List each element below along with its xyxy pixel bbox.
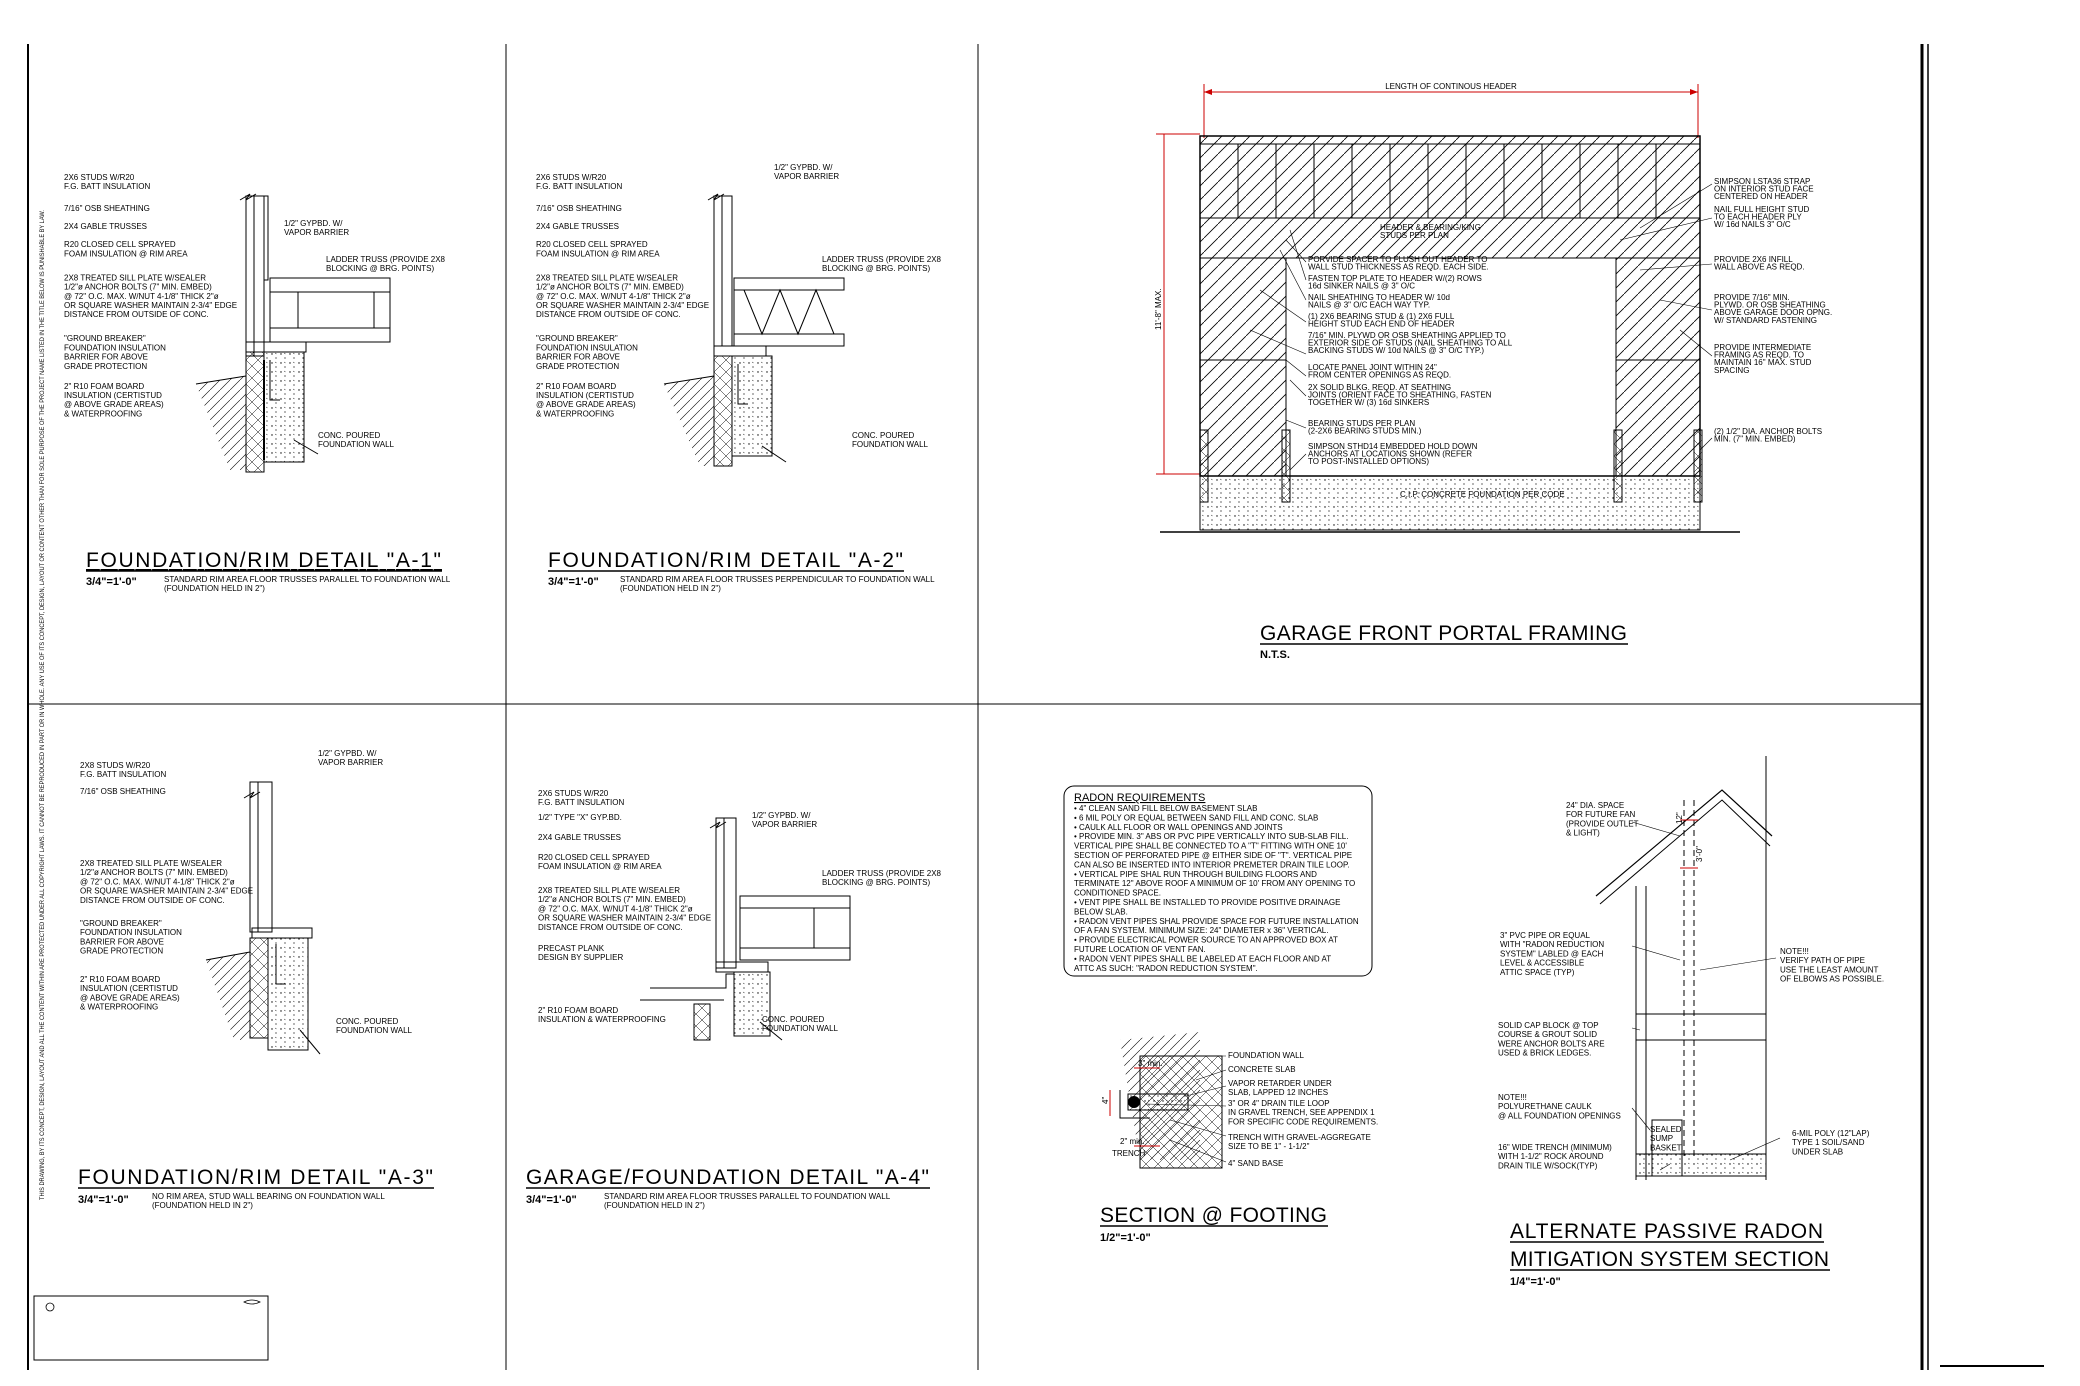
radon-requirement-line: FUTURE LOCATION OF VENT FAN.	[1074, 945, 1206, 954]
note-line: TOGETHER W/ (3) 16d SINKERS	[1308, 398, 1430, 408]
note-line: 2X8 TREATED SILL PLATE W/SEALER	[538, 886, 680, 895]
detail-a3-desc-2: (FOUNDATION HELD IN 2")	[152, 1201, 253, 1210]
note-line: PORVIDE SPACER TO FLUSH OUT HEADER TO	[1308, 255, 1488, 264]
note-line: 1/2"ø ANCHOR BOLTS (7" MIN. EMBED)	[538, 895, 686, 905]
footing-dim-3: 2" min.	[1120, 1137, 1145, 1146]
note-line: MAINTAIN 16" MAX. STUD	[1714, 358, 1812, 368]
note-line: OF ELBOWS AS POSSIBLE.	[1780, 974, 1885, 984]
note-line: OR SQUARE WASHER MAINTAIN 2-3/4" EDGE	[80, 886, 254, 896]
portal-title: GARAGE FRONT PORTAL FRAMING	[1260, 622, 1628, 645]
copyright-side-note: THIS DRAWING, BY ITS CONCEPT, DESIGN, LAYOUT AND ALL THE CONTENT WITHIN ARE PROTECTED UNDER ALL COPYRIGHT LAWS. IT CANNOT BE REPRODUCED IN PART OR IN WHOLE. ANY USE OF ITS CONCEPT, DESIGN, LAYOUT OR CONTENT OTHER THAN FOR SOLE PURPOSE OF THE PROJECT NAME LISTED IN THE TITLE BELOW IS PUNISHABLE BY LAW.	[39, 133, 46, 1200]
note-line: W/ 16d NAILS 3" O/C	[1714, 220, 1791, 230]
note-line: BLOCKING @ BRG. POINTS)	[822, 878, 931, 888]
note-line: EXTERIOR SIDE OF STUDS (NAIL SHEATHING TO ALL	[1308, 338, 1513, 348]
note-line: CONC. POURED	[762, 1015, 825, 1024]
note-line: 6-MIL POLY (12"LAP)	[1792, 1129, 1870, 1138]
note-line: 1/2" GYPBD. W/	[318, 749, 377, 758]
note-line: 3" OR 4" DRAIN TILE LOOP	[1228, 1099, 1330, 1108]
note-line: DISTANCE FROM OUTSIDE OF CONC.	[538, 922, 683, 932]
note-line: @ 72" O.C. MAX. W/NUT 4-1/8" THICK 2"ø	[64, 291, 219, 301]
note-line: BLOCKING @ BRG. POINTS)	[326, 264, 435, 274]
note-line: 1/2"ø ANCHOR BOLTS (7" MIN. EMBED)	[536, 282, 684, 292]
portal-header-label-1: HEADER & BEARING/KING	[1380, 223, 1481, 232]
note-line: PROVIDE 7/16" MIN.	[1714, 293, 1790, 302]
note-line: USE THE LEAST AMOUNT	[1780, 965, 1879, 975]
note-line: GRADE PROTECTION	[536, 361, 620, 371]
radon-requirements-lines	[1074, 804, 1359, 973]
note-line: & LIGHT)	[1566, 828, 1600, 838]
note-line: ON INTERIOR STUD FACE	[1714, 184, 1814, 194]
note-line: F.G. BATT INSULATION	[80, 770, 167, 780]
note-line: CONCRETE SLAB	[1228, 1065, 1296, 1074]
note-line: GRADE PROTECTION	[64, 361, 148, 371]
note-line: WITH "RADON REDUCTION	[1500, 940, 1605, 950]
portal-dim-top: LENGTH OF CONTINOUS HEADER	[1385, 82, 1517, 91]
note-line: CENTERED ON HEADER	[1714, 192, 1808, 202]
detail-a3-title: FOUNDATION/RIM DETAIL "A-3"	[78, 1166, 434, 1189]
note-line: 3" PVC PIPE OR EQUAL	[1500, 931, 1590, 940]
note-line: 2" R10 FOAM BOARD	[64, 381, 145, 391]
note-line: & WATERPROOFING	[64, 409, 143, 419]
radon-requirement-line: ATTC AS SUCH: "RADON REDUCTION SYSTEM".	[1074, 963, 1258, 973]
note-line: INSULATION (CERTISTUD	[64, 391, 162, 400]
note-line: COURSE & GROUT SOLID	[1498, 1030, 1597, 1040]
radon-title-1: ALTERNATE PASSIVE RADON	[1510, 1220, 1824, 1243]
note-line: DISTANCE FROM OUTSIDE OF CONC.	[536, 310, 681, 320]
note-line: DISTANCE FROM OUTSIDE OF CONC.	[64, 310, 209, 320]
note-line: HEIGHT STUD EACH END OF HEADER	[1308, 319, 1455, 329]
portal-dim-side: 11'-8" MAX.	[1154, 288, 1163, 330]
note-line: F.G. BATT INSULATION	[536, 182, 623, 192]
note-line: 7/16" OSB SHEATHING	[64, 204, 150, 214]
note-line: 24" DIA. SPACE	[1566, 801, 1625, 810]
note-line: F.G. BATT INSULATION	[538, 798, 625, 808]
note-line: 1/2" GYPBD. W/	[284, 219, 343, 228]
note-line: LADDER TRUSS (PROVIDE 2X8	[822, 255, 941, 264]
note-line: UNDER SLAB	[1792, 1147, 1844, 1157]
note-line: SYSTEM" LABLED @ EACH	[1500, 949, 1604, 959]
note-line: 1/2"ø ANCHOR BOLTS (7" MIN. EMBED)	[80, 868, 228, 878]
note-line: F.G. BATT INSULATION	[64, 182, 151, 192]
note-line: FOUNDATION INSULATION	[536, 343, 638, 353]
note-line: TO EACH HEADER PLY	[1714, 212, 1802, 222]
footing-scale: 1/2"=1'-0"	[1100, 1232, 1151, 1244]
note-line: 7/16" MIN. PLYWD OR OSB SHEATHING APPLIED TO	[1308, 331, 1506, 340]
note-line: INSULATION & WATERPROOFING	[538, 1015, 666, 1025]
detail-a2-right-notes	[774, 163, 942, 449]
radon-requirement-line: CONDITIONED SPACE.	[1074, 888, 1161, 898]
detail-a2-desc-2: (FOUNDATION HELD IN 2")	[620, 584, 721, 593]
detail-a2	[536, 163, 942, 593]
note-line: (1) 2X6 BEARING STUD & (1) 2X6 FULL	[1308, 312, 1455, 321]
radon-notes-right	[1780, 947, 1884, 1156]
detail-a4	[526, 789, 942, 1210]
note-line: & WATERPROOFING	[80, 1002, 159, 1012]
note-line: 2X4 GABLE TRUSSES	[64, 222, 147, 232]
radon-notes-left	[1498, 801, 1639, 1170]
note-line: FROM CENTER OPENINGS AS REQD.	[1308, 370, 1452, 380]
portal-right-notes	[1714, 177, 1832, 444]
note-line: FOUNDATION WALL	[336, 1026, 413, 1036]
detail-a1-desc-2: (FOUNDATION HELD IN 2")	[164, 584, 265, 593]
radon-mitigation-section	[1498, 756, 1884, 1288]
note-line: VAPOR BARRIER	[774, 172, 840, 182]
note-line: 1/2" GYPBD. W/	[774, 163, 833, 172]
radon-requirement-line: TERMINATE 12" ABOVE ROOF A MINIMUM OF 10' FROM ANY OPENING TO	[1074, 879, 1356, 889]
radon-dim-1: 12"	[1675, 812, 1684, 824]
detail-a4-title: GARAGE/FOUNDATION DETAIL "A-4"	[526, 1166, 930, 1189]
note-line: (2) 1/2" DIA. ANCHOR BOLTS	[1714, 427, 1823, 436]
note-line: WITH 1-1/2" ROCK AROUND	[1498, 1152, 1604, 1162]
radon-requirements-box	[1064, 786, 1372, 976]
note-line: @ ABOVE GRADE AREAS)	[64, 400, 164, 410]
radon-requirement-line: CAN ALSO BE INSERTED INTO INTERIOR PREMETER DRAIN TILE LOOP.	[1074, 860, 1350, 870]
note-line: 2X6 STUDS W/R20	[64, 173, 135, 182]
detail-a1-title: FOUNDATION/RIM DETAIL "A-1"	[86, 549, 442, 572]
radon-requirement-line: • VERTICAL PIPE SHAL RUN THROUGH BUILDING FLOORS AND	[1074, 869, 1317, 879]
note-line: FOAM INSULATION @ RIM AREA	[64, 249, 188, 259]
note-line: 2X8 STUDS W/R20	[80, 761, 151, 770]
note-line: "GROUND BREAKER"	[64, 334, 146, 344]
note-line: JOINTS (ORIENT FACE TO SHEATHING, FASTEN	[1308, 390, 1492, 400]
radon-requirement-line: VERTICAL PIPE SHALL BE CONNECTED TO A "T" FITTING WITH ONE 10'	[1074, 841, 1347, 851]
detail-a3-drawing	[206, 782, 320, 1054]
note-line: 1/2" TYPE "X" GYP.BD.	[538, 813, 622, 822]
detail-a2-scale: 3/4"=1'-0"	[548, 576, 599, 588]
note-line: FOUNDATION INSULATION	[64, 343, 166, 353]
detail-a3	[78, 749, 434, 1210]
note-line: ABOVE GARAGE DOOR OPNG.	[1714, 308, 1833, 318]
radon-requirement-line: • RADON VENT PIPES SHALL BE LABELED AT EACH FLOOR AND AT	[1074, 954, 1332, 964]
note-line: SPACING	[1714, 365, 1750, 375]
note-line: @ 72" O.C. MAX. W/NUT 4-1/8" THICK 2"ø	[538, 904, 693, 914]
footing-trench-label: TRENCH	[1112, 1149, 1146, 1158]
fish-icon	[244, 1300, 260, 1304]
detail-a4-notes	[538, 789, 711, 1024]
note-line: ATTIC SPACE (TYP)	[1500, 967, 1575, 977]
note-line: WALL STUD THICKNESS AS REQD. EACH SIDE.	[1308, 262, 1489, 272]
note-line: 2X4 GABLE TRUSSES	[536, 222, 619, 232]
note-line: BARRIER FOR ABOVE	[80, 937, 165, 947]
garage-portal-framing	[1154, 82, 1832, 661]
note-line: NAILS @ 3" O/C EACH WAY TYP.	[1308, 300, 1431, 310]
note-line: @ ABOVE GRADE AREAS)	[536, 400, 636, 410]
note-line: LOCATE PANEL JOINT WITHIN 24"	[1308, 363, 1437, 372]
note-line: W/ STANDARD FASTENING	[1714, 315, 1817, 325]
portal-foundation-label: C.I.P. CONCRETE FOUNDATION PER CODE	[1400, 490, 1565, 499]
note-line: VAPOR RETARDER UNDER	[1228, 1079, 1332, 1088]
note-line: 1/2"ø ANCHOR BOLTS (7" MIN. EMBED)	[64, 282, 212, 292]
note-line: PLYWD. OR OSB SHEATHING	[1714, 300, 1826, 310]
note-line: 2X8 TREATED SILL PLATE W/SEALER	[64, 273, 206, 283]
radon-requirement-line: • RADON VENT PIPES SHAL PROVIDE SPACE FOR FUTURE INSTALLATION	[1074, 916, 1359, 926]
portal-header-label-2: STUDS PER PLAN	[1380, 231, 1449, 240]
detail-a4-right-notes	[752, 811, 942, 1033]
note-line: 7/16" OSB SHEATHING	[536, 204, 622, 214]
note-line: GRADE PROTECTION	[80, 946, 164, 956]
portal-drawing	[1156, 84, 1740, 532]
radon-requirement-line: BELOW SLAB.	[1074, 907, 1128, 917]
note-line: TO POST-INSTALLED OPTIONS)	[1308, 457, 1430, 467]
detail-a3-desc-1: NO RIM AREA, STUD WALL BEARING ON FOUNDATION WALL	[152, 1192, 385, 1201]
detail-a1-scale: 3/4"=1'-0"	[86, 576, 137, 588]
note-line: DISTANCE FROM OUTSIDE OF CONC.	[80, 895, 225, 905]
radon-requirement-line: • 6 MIL POLY OR EQUAL BETWEEN SAND FILL AND CONC. SLAB	[1074, 813, 1319, 823]
note-line: MIN. (7" MIN. EMBED)	[1714, 434, 1796, 444]
note-line: IN GRAVEL TRENCH, SEE APPENDIX 1	[1228, 1108, 1375, 1118]
note-line: @ 72" O.C. MAX. W/NUT 4-1/8" THICK 2"ø	[80, 877, 235, 887]
note-line: LEVEL & ACCESSIBLE	[1500, 958, 1585, 968]
note-line: 7/16" OSB SHEATHING	[80, 787, 166, 796]
note-line: USED & BRICK LEDGES.	[1498, 1048, 1592, 1058]
radon-title-2: MITIGATION SYSTEM SECTION	[1510, 1248, 1830, 1271]
detail-a2-title: FOUNDATION/RIM DETAIL "A-2"	[548, 549, 904, 572]
note-line: NAIL FULL HEIGHT STUD	[1714, 205, 1810, 214]
note-line: TRENCH WITH GRAVEL-AGGREGATE	[1228, 1133, 1371, 1142]
note-line: FOUNDATION WALL	[318, 440, 395, 450]
footing-drawing	[1110, 1032, 1226, 1168]
note-line: R20 CLOSED CELL SPRAYED	[538, 853, 650, 862]
note-line: 2X SOLID BLKG. REQD. AT SEATHING	[1308, 383, 1452, 392]
radon-requirement-line: SECTION OF PERFORATED PIPE @ EITHER SIDE OF "T". VERTICAL PIPE	[1074, 851, 1353, 860]
note-line: VAPOR BARRIER	[318, 758, 384, 768]
radon-scale: 1/4"=1'-0"	[1510, 1276, 1561, 1288]
note-line: (PROVIDE OUTLET	[1566, 819, 1639, 829]
footing-dim-2: 4"	[1101, 1096, 1110, 1104]
note-line: OR SQUARE WASHER MAINTAIN 2-3/4" EDGE	[64, 301, 238, 310]
note-line: 2X8 TREATED SILL PLATE W/SEALER	[80, 859, 222, 868]
note-line: LADDER TRUSS (PROVIDE 2X8	[326, 255, 445, 264]
detail-a2-drawing	[664, 194, 844, 466]
note-line: R20 CLOSED CELL SPRAYED	[64, 240, 176, 250]
footing-dim-1: 3" min.	[1138, 1059, 1163, 1068]
radon-requirement-line: OF A FAN SYSTEM. MINIMUM SIZE: 24" DIAMETER x 36" VERTICAL.	[1074, 926, 1329, 936]
detail-a3-right-notes	[318, 749, 413, 1035]
note-line: BASKET	[1650, 1143, 1682, 1153]
note-line: INSULATION (CERTISTUD	[80, 984, 178, 994]
note-line: NOTE!!!	[1498, 1093, 1527, 1102]
note-line: FOAM INSULATION @ RIM AREA	[536, 249, 660, 259]
note-line: (2-2X6 BEARING STUDS MIN.)	[1308, 426, 1422, 436]
detail-a2-desc-1: STANDARD RIM AREA FLOOR TRUSSES PERPENDICULAR TO FOUNDATION WALL	[620, 575, 935, 584]
note-line: FOUNDATION WALL	[1228, 1051, 1305, 1060]
note-line: @ ALL FOUNDATION OPENINGS	[1498, 1111, 1621, 1121]
note-line: INSULATION (CERTISTUD	[536, 391, 634, 400]
note-line: SUMP	[1650, 1134, 1674, 1144]
note-line: POLYURETHANE CAULK	[1498, 1102, 1592, 1112]
note-line: PRECAST PLANK	[538, 944, 605, 953]
footing-notes	[1228, 1051, 1378, 1168]
radon-requirements-title: RADON REQUIREMENTS	[1074, 792, 1206, 804]
note-line: & WATERPROOFING	[536, 409, 615, 419]
portal-center-notes	[1308, 255, 1513, 466]
detail-a4-desc-1: STANDARD RIM AREA FLOOR TRUSSES PARALLEL TO FOUNDATION WALL	[604, 1192, 891, 1201]
note-line: SOLID CAP BLOCK @ TOP	[1498, 1021, 1599, 1030]
note-line: SIMPSON STHD14 EMBEDDED HOLD DOWN	[1308, 442, 1478, 451]
note-line: DESIGN BY SUPPLIER	[538, 953, 624, 963]
note-line: BARRIER FOR ABOVE	[64, 352, 149, 362]
note-line: 2" R10 FOAM BOARD	[536, 381, 617, 391]
note-line: ANCHORS AT LOCATIONS SHOWN (REFER	[1308, 449, 1473, 459]
radon-basket-label	[1650, 1125, 1682, 1152]
note-line: PROVIDE 2X6 INFILL	[1714, 255, 1793, 264]
note-line: @ ABOVE GRADE AREAS)	[80, 993, 180, 1003]
detail-a4-scale: 3/4"=1'-0"	[526, 1194, 577, 1206]
note-line: SLAB, LAPPED 12 INCHES	[1228, 1088, 1329, 1098]
note-line: VAPOR BARRIER	[752, 820, 818, 830]
note-line: BARRIER FOR ABOVE	[536, 352, 621, 362]
radon-dim-2: 3'-0"	[1695, 846, 1704, 862]
note-line: BLOCKING @ BRG. POINTS)	[822, 264, 931, 274]
note-line: "GROUND BREAKER"	[536, 334, 618, 344]
note-line: FRAMING AS REQD. TO	[1714, 350, 1804, 360]
note-line: CONC. POURED	[318, 431, 381, 440]
note-line: FASTEN TOP PLATE TO HEADER W/(2) ROWS	[1308, 274, 1482, 283]
note-line: 2" R10 FOAM BOARD	[80, 975, 161, 984]
detail-a1-desc-1: STANDARD RIM AREA FLOOR TRUSSES PARALLEL TO FOUNDATION WALL	[164, 575, 451, 584]
note-line: TYPE 1 SOIL/SAND	[1792, 1138, 1865, 1148]
note-line: FOUNDATION WALL	[852, 440, 929, 450]
note-line: LADDER TRUSS (PROVIDE 2X8	[822, 869, 941, 878]
note-line: VERIFY PATH OF PIPE	[1780, 956, 1865, 966]
circle-icon	[46, 1303, 54, 1311]
note-line: NAIL SHEATHING TO HEADER W/ 10d	[1308, 293, 1450, 302]
note-line: "GROUND BREAKER"	[80, 919, 162, 928]
note-line: 2X8 TREATED SILL PLATE W/SEALER	[536, 273, 678, 283]
radon-requirement-line: • 4" CLEAN SAND FILL BELOW BASEMENT SLAB	[1074, 804, 1258, 813]
note-line: 2" R10 FOAM BOARD	[538, 1006, 619, 1015]
detail-a4-desc-2: (FOUNDATION HELD IN 2")	[604, 1201, 705, 1210]
note-line: 2X6 STUDS W/R20	[536, 173, 607, 182]
note-line: 2X4 GABLE TRUSSES	[538, 833, 621, 842]
note-line: SIZE TO BE 1" - 1-1/2"	[1228, 1142, 1310, 1152]
note-line: SEALED	[1650, 1125, 1682, 1134]
note-line: CONC. POURED	[852, 431, 915, 440]
radon-requirement-line: • PROVIDE MIN. 3" ABS OR PVC PIPE VERTICALLY INTO SUB-SLAB FILL.	[1074, 832, 1349, 842]
radon-requirement-line: • CAULK ALL FLOOR OR WALL OPENINGS AND JOINTS	[1074, 822, 1283, 832]
note-line: 1/2" GYPBD. W/	[752, 811, 811, 820]
detail-a1-right-notes	[284, 219, 446, 449]
footing-title: SECTION @ FOOTING	[1100, 1204, 1328, 1227]
note-line: 2X6 STUDS W/R20	[538, 789, 609, 798]
note-line: FOR FUTURE FAN	[1566, 810, 1636, 820]
detail-a1	[64, 173, 451, 593]
note-line: @ 72" O.C. MAX. W/NUT 4-1/8" THICK 2"ø	[536, 291, 691, 301]
note-line: FOR SPECIFIC CODE REQUIREMENTS.	[1228, 1117, 1379, 1127]
note-line: R20 CLOSED CELL SPRAYED	[536, 240, 648, 250]
note-line: OR SQUARE WASHER MAINTAIN 2-3/4" EDGE	[536, 301, 710, 310]
note-line: CONC. POURED	[336, 1017, 399, 1026]
title-block	[34, 1296, 268, 1360]
section-at-footing	[1100, 1032, 1378, 1244]
note-line: PROVIDE INTERMEDIATE	[1714, 343, 1812, 352]
note-line: BACKING STUDS W/ 10d NAILS @ 3" O/C TYP.)	[1308, 346, 1485, 356]
note-line: VAPOR BARRIER	[284, 228, 350, 238]
note-line: NOTE!!!	[1780, 947, 1809, 956]
note-line: WERE ANCHOR BOLTS ARE	[1498, 1039, 1605, 1049]
detail-a3-scale: 3/4"=1'-0"	[78, 1194, 129, 1206]
note-line: FOUNDATION WALL	[762, 1024, 839, 1034]
note-line: SIMPSON LSTA36 STRAP	[1714, 177, 1811, 186]
note-line: FOAM INSULATION @ RIM AREA	[538, 862, 662, 872]
note-line: BEARING STUDS PER PLAN	[1308, 419, 1416, 428]
note-line: FOUNDATION INSULATION	[80, 928, 182, 938]
note-line: WALL ABOVE AS REQD.	[1714, 262, 1805, 272]
portal-scale: N.T.S.	[1260, 649, 1290, 661]
note-line: 4" SAND BASE	[1228, 1159, 1284, 1168]
radon-requirement-line: • VENT PIPE SHALL BE INSTALLED TO PROVIDE POSITIVE DRAINAGE	[1074, 898, 1341, 907]
note-line: DRAIN TILE W/SOCK(TYP)	[1498, 1161, 1598, 1171]
note-line: 16d SINKER NAILS @ 3" O/C	[1308, 281, 1415, 291]
note-line: 16" WIDE TRENCH (MINIMUM)	[1498, 1143, 1612, 1152]
note-line: OR SQUARE WASHER MAINTAIN 2-3/4" EDGE	[538, 913, 712, 923]
radon-requirement-line: • PROVIDE ELECTRICAL POWER SOURCE TO AN APPROVED BOX AT	[1074, 935, 1338, 945]
